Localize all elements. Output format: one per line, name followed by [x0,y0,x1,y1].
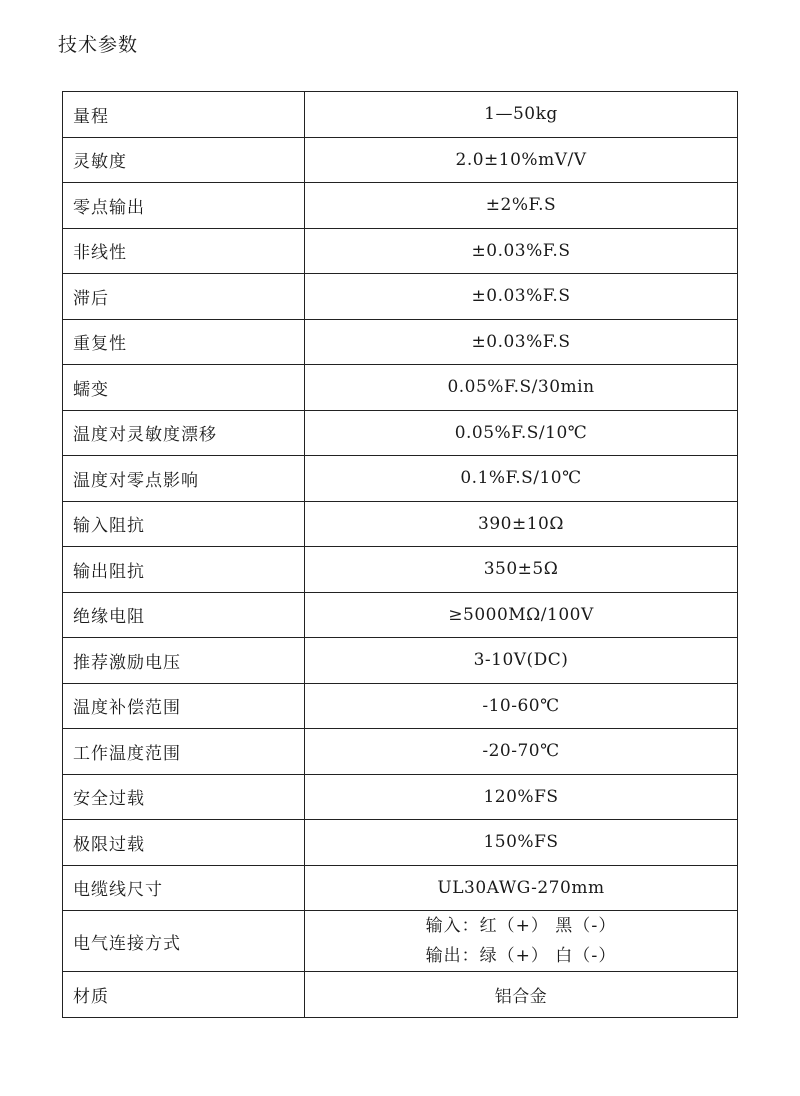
row-value: -20-70℃ [305,729,738,775]
row-value [305,911,738,972]
row-label: 输出阻抗 [63,547,305,593]
row-value: 0.05%F.S/10℃ [305,410,738,456]
row-value: ±2%F.S [305,183,738,229]
row-label: 绝缘电阻 [63,592,305,638]
table-row [63,729,738,775]
row-label: 量程 [63,92,305,138]
table-row [63,592,738,638]
row-value: 390±10Ω [305,501,738,547]
row-value-line: 输出：绿（+） 白（-） [425,946,617,966]
spec-table [62,91,738,1018]
row-label: 蠕变 [63,365,305,411]
row-label: 非线性 [63,228,305,274]
row-label: 温度对零点影响 [63,456,305,502]
row-label: 输入阻抗 [63,501,305,547]
row-label: 重复性 [63,319,305,365]
row-value: ±0.03%F.S [305,228,738,274]
row-label: 安全过载 [63,774,305,820]
row-value: 2.0±10%mV/V [305,137,738,183]
row-value: -10-60℃ [305,683,738,729]
table-row [63,456,738,502]
row-label: 材质 [63,972,305,1018]
row-value: 0.05%F.S/30min [305,365,738,411]
row-value-line: 输入：红（+） 黑（-） [425,916,617,936]
row-label: 温度补偿范围 [63,683,305,729]
table-row [63,911,738,972]
row-label: 灵敏度 [63,137,305,183]
row-label: 电气连接方式 [63,911,305,972]
row-value: 350±5Ω [305,547,738,593]
row-value: ≥5000MΩ/100V [305,592,738,638]
table-row [63,183,738,229]
row-label: 极限过载 [63,820,305,866]
row-value: 150%FS [305,820,738,866]
row-label: 温度对灵敏度漂移 [63,410,305,456]
row-value: UL30AWG-270mm [305,865,738,911]
table-row [63,865,738,911]
row-label: 滞后 [63,274,305,320]
table-row [63,137,738,183]
table-row [63,319,738,365]
row-value: 1—50kg [305,92,738,138]
table-row [63,774,738,820]
table-row [63,228,738,274]
table-row [63,274,738,320]
table-row [63,410,738,456]
section-heading: 技术参数 [58,34,139,56]
table-row [63,683,738,729]
row-value: 0.1%F.S/10℃ [305,456,738,502]
table-row [63,501,738,547]
table-row [63,638,738,684]
table-row [63,365,738,411]
row-label: 零点输出 [63,183,305,229]
row-label: 推荐激励电压 [63,638,305,684]
row-value: 3-10V(DC) [305,638,738,684]
table-row [63,820,738,866]
row-value: ±0.03%F.S [305,274,738,320]
row-value: 铝合金 [305,972,738,1018]
table-row [63,92,738,138]
table-row [63,547,738,593]
row-value: ±0.03%F.S [305,319,738,365]
row-label: 工作温度范围 [63,729,305,775]
table-row [63,972,738,1018]
row-value: 120%FS [305,774,738,820]
row-label: 电缆线尺寸 [63,865,305,911]
